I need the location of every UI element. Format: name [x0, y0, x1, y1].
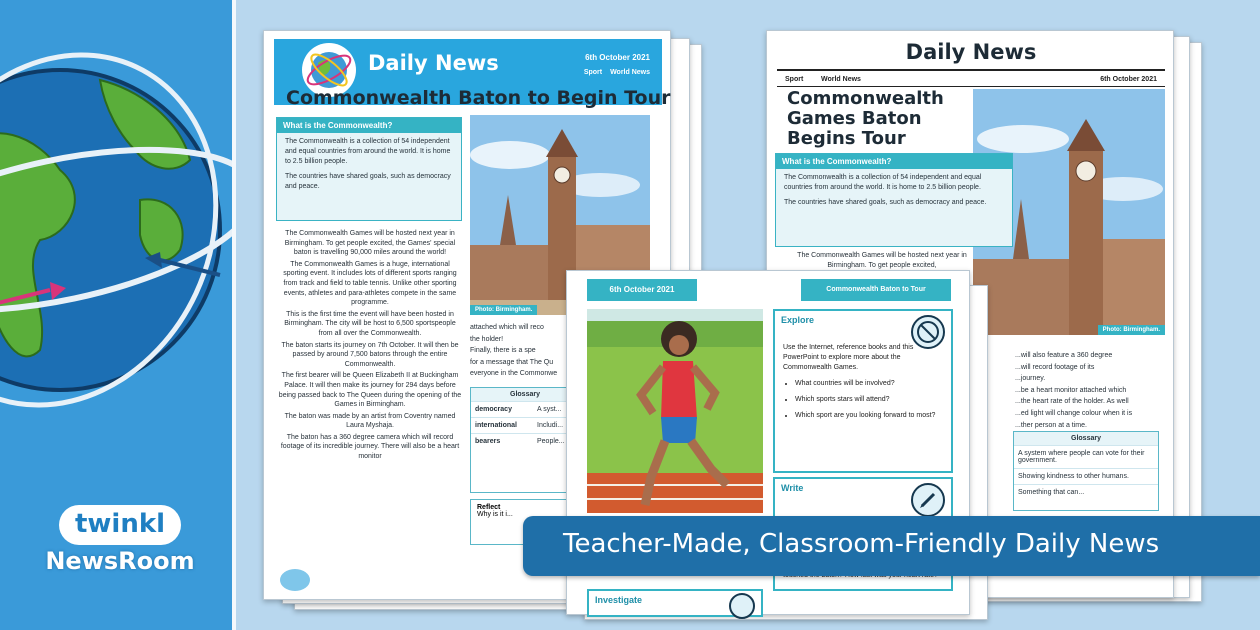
- tag-sport: Sport: [583, 69, 603, 76]
- glossary-term: international: [475, 422, 518, 429]
- activity-date: 6th October 2021: [587, 279, 697, 301]
- page1-date: 6th October 2021: [585, 53, 650, 62]
- article-paragraph: The Commonwealth Games will be hosted next year in Birmingham. To get people excited, the Games' special baton is travelling 90,000 miles around the world!: [284, 230, 456, 257]
- glossary-title: Glossary: [471, 388, 579, 401]
- article-fragment: ...ther person at a time.: [1015, 421, 1087, 429]
- tag-world-news: World News: [821, 76, 861, 83]
- brand-cloud: [59, 505, 181, 545]
- page2-headline: Commonwealth Games Baton Begins Tour: [787, 88, 944, 149]
- photo-caption: Photo: Birmingham.: [1098, 325, 1165, 335]
- article-fragment: ...ed light will change colour when it is: [1015, 409, 1133, 417]
- tag-world-news: World News: [610, 69, 650, 76]
- tagline-text: Teacher-Made, Classroom-Friendly Daily News: [563, 529, 1160, 559]
- article-paragraph: The baton has a 360 degree camera which will record footage of its incredible journey. There will also be a heart monitor: [280, 433, 460, 461]
- info-box-title: What is the Commonwealth?: [277, 118, 461, 133]
- commonwealth-info-box: [276, 117, 462, 221]
- article-fragment: attached which will reco: [470, 324, 544, 331]
- magnifier-icon: [729, 593, 755, 619]
- reflect-text: Why is it i...: [477, 511, 513, 518]
- compass-icon: [911, 315, 945, 349]
- page2-title: Daily News: [905, 40, 1037, 64]
- article-fragment: ...journey.: [1015, 375, 1046, 383]
- article-paragraph: The baton starts its journey on 7th October. It will then be passed by around 7,500 batons through the entire Commonwealth.: [281, 341, 459, 368]
- article-paragraph: This is the first time the event will have been hosted in Birmingham. The city will be host to 6,500 sportspeople from all over the Commonwealth.: [284, 310, 456, 337]
- article-fragment: Finally, there is a spe: [470, 347, 536, 355]
- info-point: The countries have shared goals, such as democracy and peace.: [784, 199, 987, 206]
- glossary-definition: A system where people can vote for their government.: [1018, 450, 1145, 464]
- info-point: The countries have shared goals, such as democracy and peace.: [285, 173, 451, 190]
- glossary-term: democracy: [475, 406, 512, 413]
- page2-continued: [1015, 351, 1165, 432]
- info-point: The Commonwealth is a collection of 54 independent and equal countries from around the world. It is home to 2.5 billion people.: [784, 174, 982, 191]
- glossary-row: [1014, 468, 1158, 484]
- tag-sport: Sport: [785, 76, 804, 83]
- activity-label: Commonwealth Baton to Tour: [801, 279, 951, 301]
- article-fragment: the holder!: [470, 335, 504, 343]
- glossary-definition: Something that can...: [1018, 489, 1085, 496]
- info-box-title: What is the Commonwealth?: [776, 154, 1012, 169]
- reflect-title: Reflect: [477, 504, 501, 511]
- glossary-row: [471, 401, 579, 417]
- info-point: The Commonwealth is a collection of 54 independent and equal countries from around the world. It is home to 2.5 billion people.: [285, 138, 451, 165]
- article-body: [278, 229, 462, 589]
- page2-titlebar: [777, 37, 1165, 71]
- page2-subrow: [777, 73, 1165, 87]
- glossary-definition: Includi...: [537, 422, 564, 429]
- article-fragment: for a message that The Qu: [470, 358, 554, 366]
- glossary-definition: People...: [537, 438, 565, 445]
- commonwealth-info-box: [775, 153, 1013, 247]
- page1-headline: Commonwealth Baton to Begin Tour: [286, 87, 671, 109]
- article-fragment: ...the heart rate of the holder. As well: [1015, 398, 1129, 406]
- brand-panel: [0, 0, 236, 630]
- glossary-definition: Showing kindness to other humans.: [1018, 473, 1129, 480]
- page2-date: 6th October 2021: [1100, 76, 1157, 83]
- runner-illustration: [587, 309, 763, 513]
- twinkl-footer-logo: [280, 569, 310, 591]
- glossary-row: [471, 417, 579, 433]
- write-title: Write: [781, 483, 804, 493]
- page1-tags: [578, 69, 650, 76]
- article-paragraph: The baton was made by an artist from Coventry named Laura Myshaja.: [284, 412, 456, 430]
- globe-illustration: [0, 20, 236, 440]
- brand-twinkl: twinkl: [74, 509, 166, 539]
- page1-title: Daily News: [368, 51, 499, 75]
- pencil-icon: [911, 483, 945, 517]
- explore-point: • Which sports stars will attend?: [795, 395, 943, 405]
- glossary-box: [1013, 431, 1159, 511]
- photo-caption: Photo: Birmingham.: [470, 305, 537, 315]
- article-fragment: ...be a heart monitor attached which: [1015, 386, 1127, 394]
- article-fragment: everyone in the Commonwe: [470, 370, 558, 378]
- glossary-box: [470, 387, 580, 493]
- investigate-title: Investigate: [595, 595, 643, 605]
- glossary-row: [1014, 445, 1158, 468]
- info-box-body: [277, 133, 461, 201]
- glossary-title: Glossary: [1014, 432, 1158, 445]
- brand-newsroom: NewsRoom: [45, 547, 195, 575]
- info-box-body: [776, 169, 1012, 217]
- page2-body: The Commonwealth Games will be hosted next year in Birmingham. To get people excited,: [797, 252, 967, 269]
- brand-logo: [30, 505, 210, 575]
- explore-point: • Which sport are you looking forward to most?: [795, 411, 943, 421]
- glossary-definition: A syst...: [537, 406, 562, 413]
- investigate-box: [587, 589, 763, 617]
- article-fragment: ...will also feature a 360 degree: [1015, 352, 1113, 359]
- glossary-term: bearers: [475, 438, 501, 445]
- glossary-row: [471, 433, 579, 449]
- explore-point: • What countries will be involved?: [795, 379, 943, 389]
- article-paragraph: The first bearer will be Queen Elizabeth II at Buckingham Palace. It will then make its journey for 294 days before being passed back to The Queen during the opening of the Games in Birmingham.: [278, 372, 462, 409]
- tagline-banner: [523, 516, 1260, 576]
- glossary-row: [1014, 484, 1158, 500]
- article-fragment: ...will record footage of its: [1015, 363, 1095, 371]
- article-continued: [470, 323, 560, 381]
- explore-intro: Use the Internet, reference books and this PowerPoint to explore more about the Commonwealth Games.: [783, 344, 914, 371]
- article-paragraph: The Commonwealth Games is a huge, international sporting event. It includes lots of different sports ranging from track and field to table tennis. Unlike other sporting events, athletes and para-athletes compete in the same programme.: [283, 260, 457, 307]
- explore-box: [773, 309, 953, 473]
- explore-title: Explore: [781, 315, 815, 325]
